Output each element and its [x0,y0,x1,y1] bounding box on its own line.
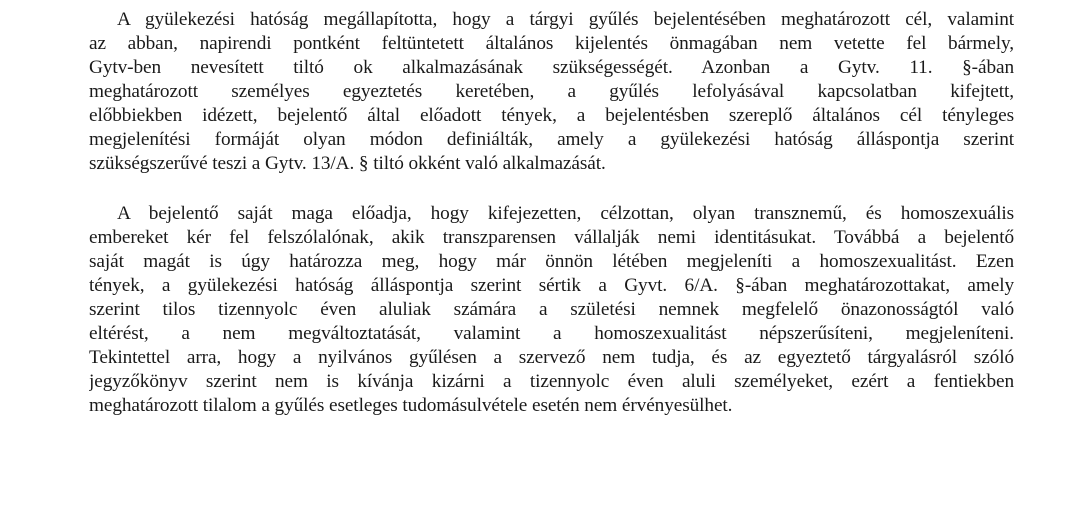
text-line: Tekintettel arra, hogy a nyilvános gyűlésen a szervező nem tudja, és az egyeztető tárgyalásról szóló [89,347,1014,368]
paragraph-2 [89,202,1014,418]
text-line: az abban, napirendi pontként feltüntetett általános kijelentés önmagában nem vetette fel bármely, [89,33,1014,54]
text-line: tények, a gyülekezési hatóság álláspontja szerint sértik a Gyvt. 6/A. §-ában meghatározottakat, amely [89,275,1014,296]
paragraph-1 [89,8,1014,176]
text-line: szerint tilos tizennyolc éven aluliak számára a születési nemnek megfelelő önazonosságtól való [89,299,1014,320]
text-line: A bejelentő saját maga előadja, hogy kifejezetten, célzottan, olyan transznemű, és homoszexuális [117,203,1014,224]
text-line: saját magát is úgy határozza meg, hogy már önnön létében megjeleníti a homoszexualitást. Ezen [89,251,1014,272]
text-line: embereket kér fel felszólalónak, akik transzparensen vállalják nemi identitásukat. Továbbá a bejelentő [89,227,1014,248]
paragraph-spacer [89,176,1014,202]
text-line: Gytv-ben nevesített tiltó ok alkalmazásának szükségességét. Azonban a Gytv. 11. §-ában [89,57,1014,78]
text-line: megjelenítési formáját olyan módon definiálták, amely a gyülekezési hatóság álláspontja szerint [89,129,1014,150]
text-line: meghatározott tilalom a gyűlés esetleges tudomásulvétele esetén nem érvényesülhet. [89,395,733,416]
text-line: előbbiekben idézett, bejelentő által előadott tények, a bejelentésben szereplő általános cél tényleges [89,105,1014,126]
text-line: meghatározott személyes egyeztetés keretében, a gyűlés lefolyásával kapcsolatban kifejtett, [89,81,1014,102]
text-line: jegyzőkönyv szerint nem is kívánja kizárni a tizennyolc éven aluli személyeket, ezért a fentiekben [89,371,1014,392]
text-line: A gyülekezési hatóság megállapította, hogy a tárgyi gyűlés bejelentésében meghatározott cél, valamint [117,9,1014,30]
text-line: eltérést, a nem megváltoztatását, valamint a homoszexualitást népszerűsíteni, megjeleníteni. [89,323,1014,344]
document-body [89,8,1014,418]
text-line: szükségszerűvé teszi a Gytv. 13/A. § tiltó okként való alkalmazását. [89,153,606,174]
